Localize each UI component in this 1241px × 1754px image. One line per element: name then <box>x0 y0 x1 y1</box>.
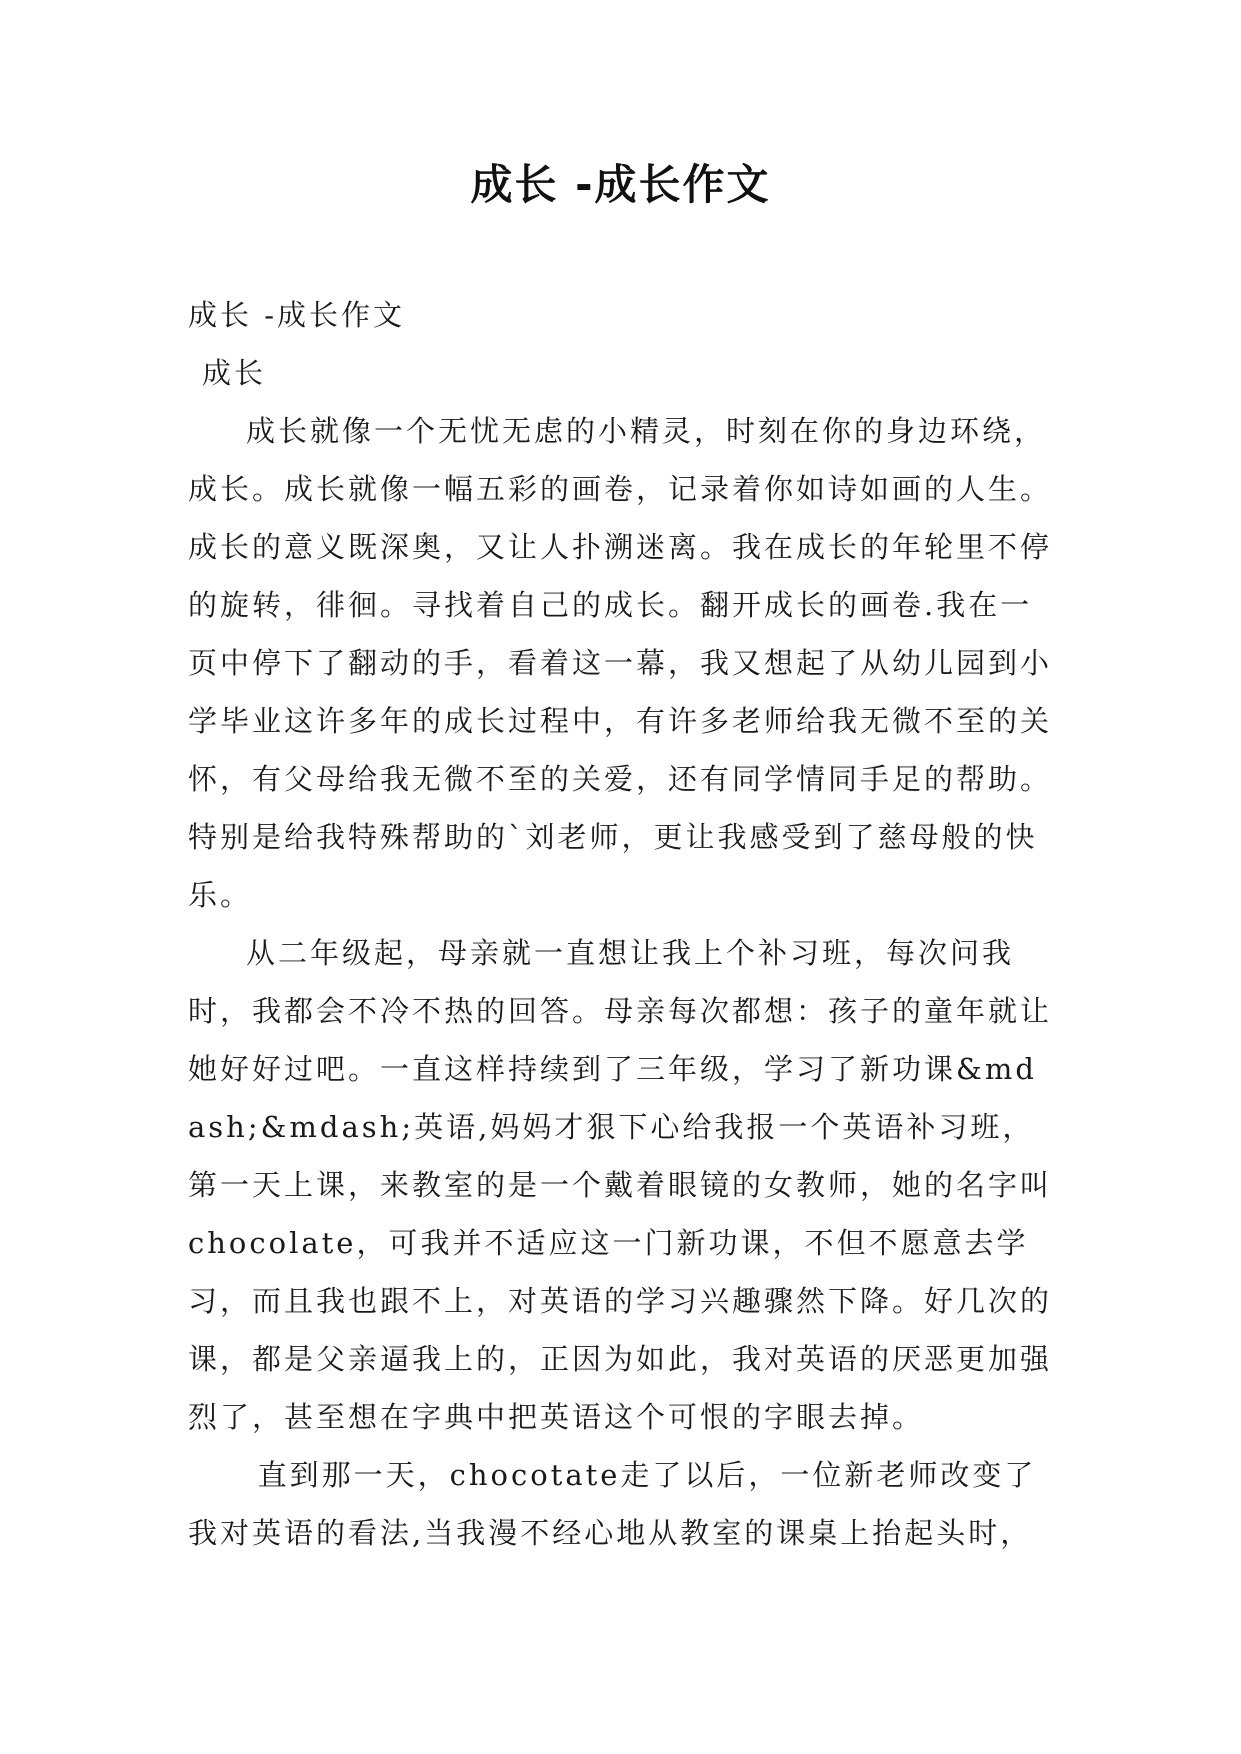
paragraph-3: 直到那一天，chocotate走了以后，一位新老师改变了我对英语的看法,当我漫不经心地从教室的课桌上抬起头时， <box>188 1458 1037 1550</box>
article-subheading: 成长 <box>202 356 267 390</box>
paragraph-1: 成长就像一个无忧无虑的小精灵，时刻在你的身边环绕，成长。成长就像一幅五彩的画卷，记录着你如诗如画的人生。成长的意义既深奥，又让人扑溯迷离。我在成长的年轮里不停的旋转，徘徊。寻找着自己的成长。翻开成长的画卷.我在一页中停下了翻动的手，看着这一幕，我又想起了从幼儿园到小学毕业这许多年的成长过程中，有许多老师给我无微不至的关怀，有父母给我无微不至的关爱，还有同学情同手足的帮助。特别是给我特殊帮助的`刘老师，更让我感受到了慈母般的快乐。 <box>188 414 1053 912</box>
document-body <box>188 286 1053 1562</box>
paragraph-2: 从二年级起，母亲就一直想让我上个补习班，每次问我时，我都会不冷不热的回答。母亲每次都想：孩子的童年就让她好好过吧。一直这样持续到了三年级，学习了新功课&mdash;&mdash;英语,妈妈才狠下心给我报一个英语补习班，第一天上课，来教室的是一个戴着眼镜的女教师，她的名字叫chocolate，可我并不适应这一门新功课，不但不愿意去学习，而且我也跟不上，对英语的学习兴趣骤然下降。好几次的课，都是父亲逼我上的，正因为如此，我对英语的厌恶更加强烈了，甚至想在字典中把英语这个可恨的字眼去掉。 <box>188 936 1053 1434</box>
document-title: 成长 -成长作文 <box>470 160 771 209</box>
article-heading: 成长 -成长作文 <box>188 298 406 332</box>
